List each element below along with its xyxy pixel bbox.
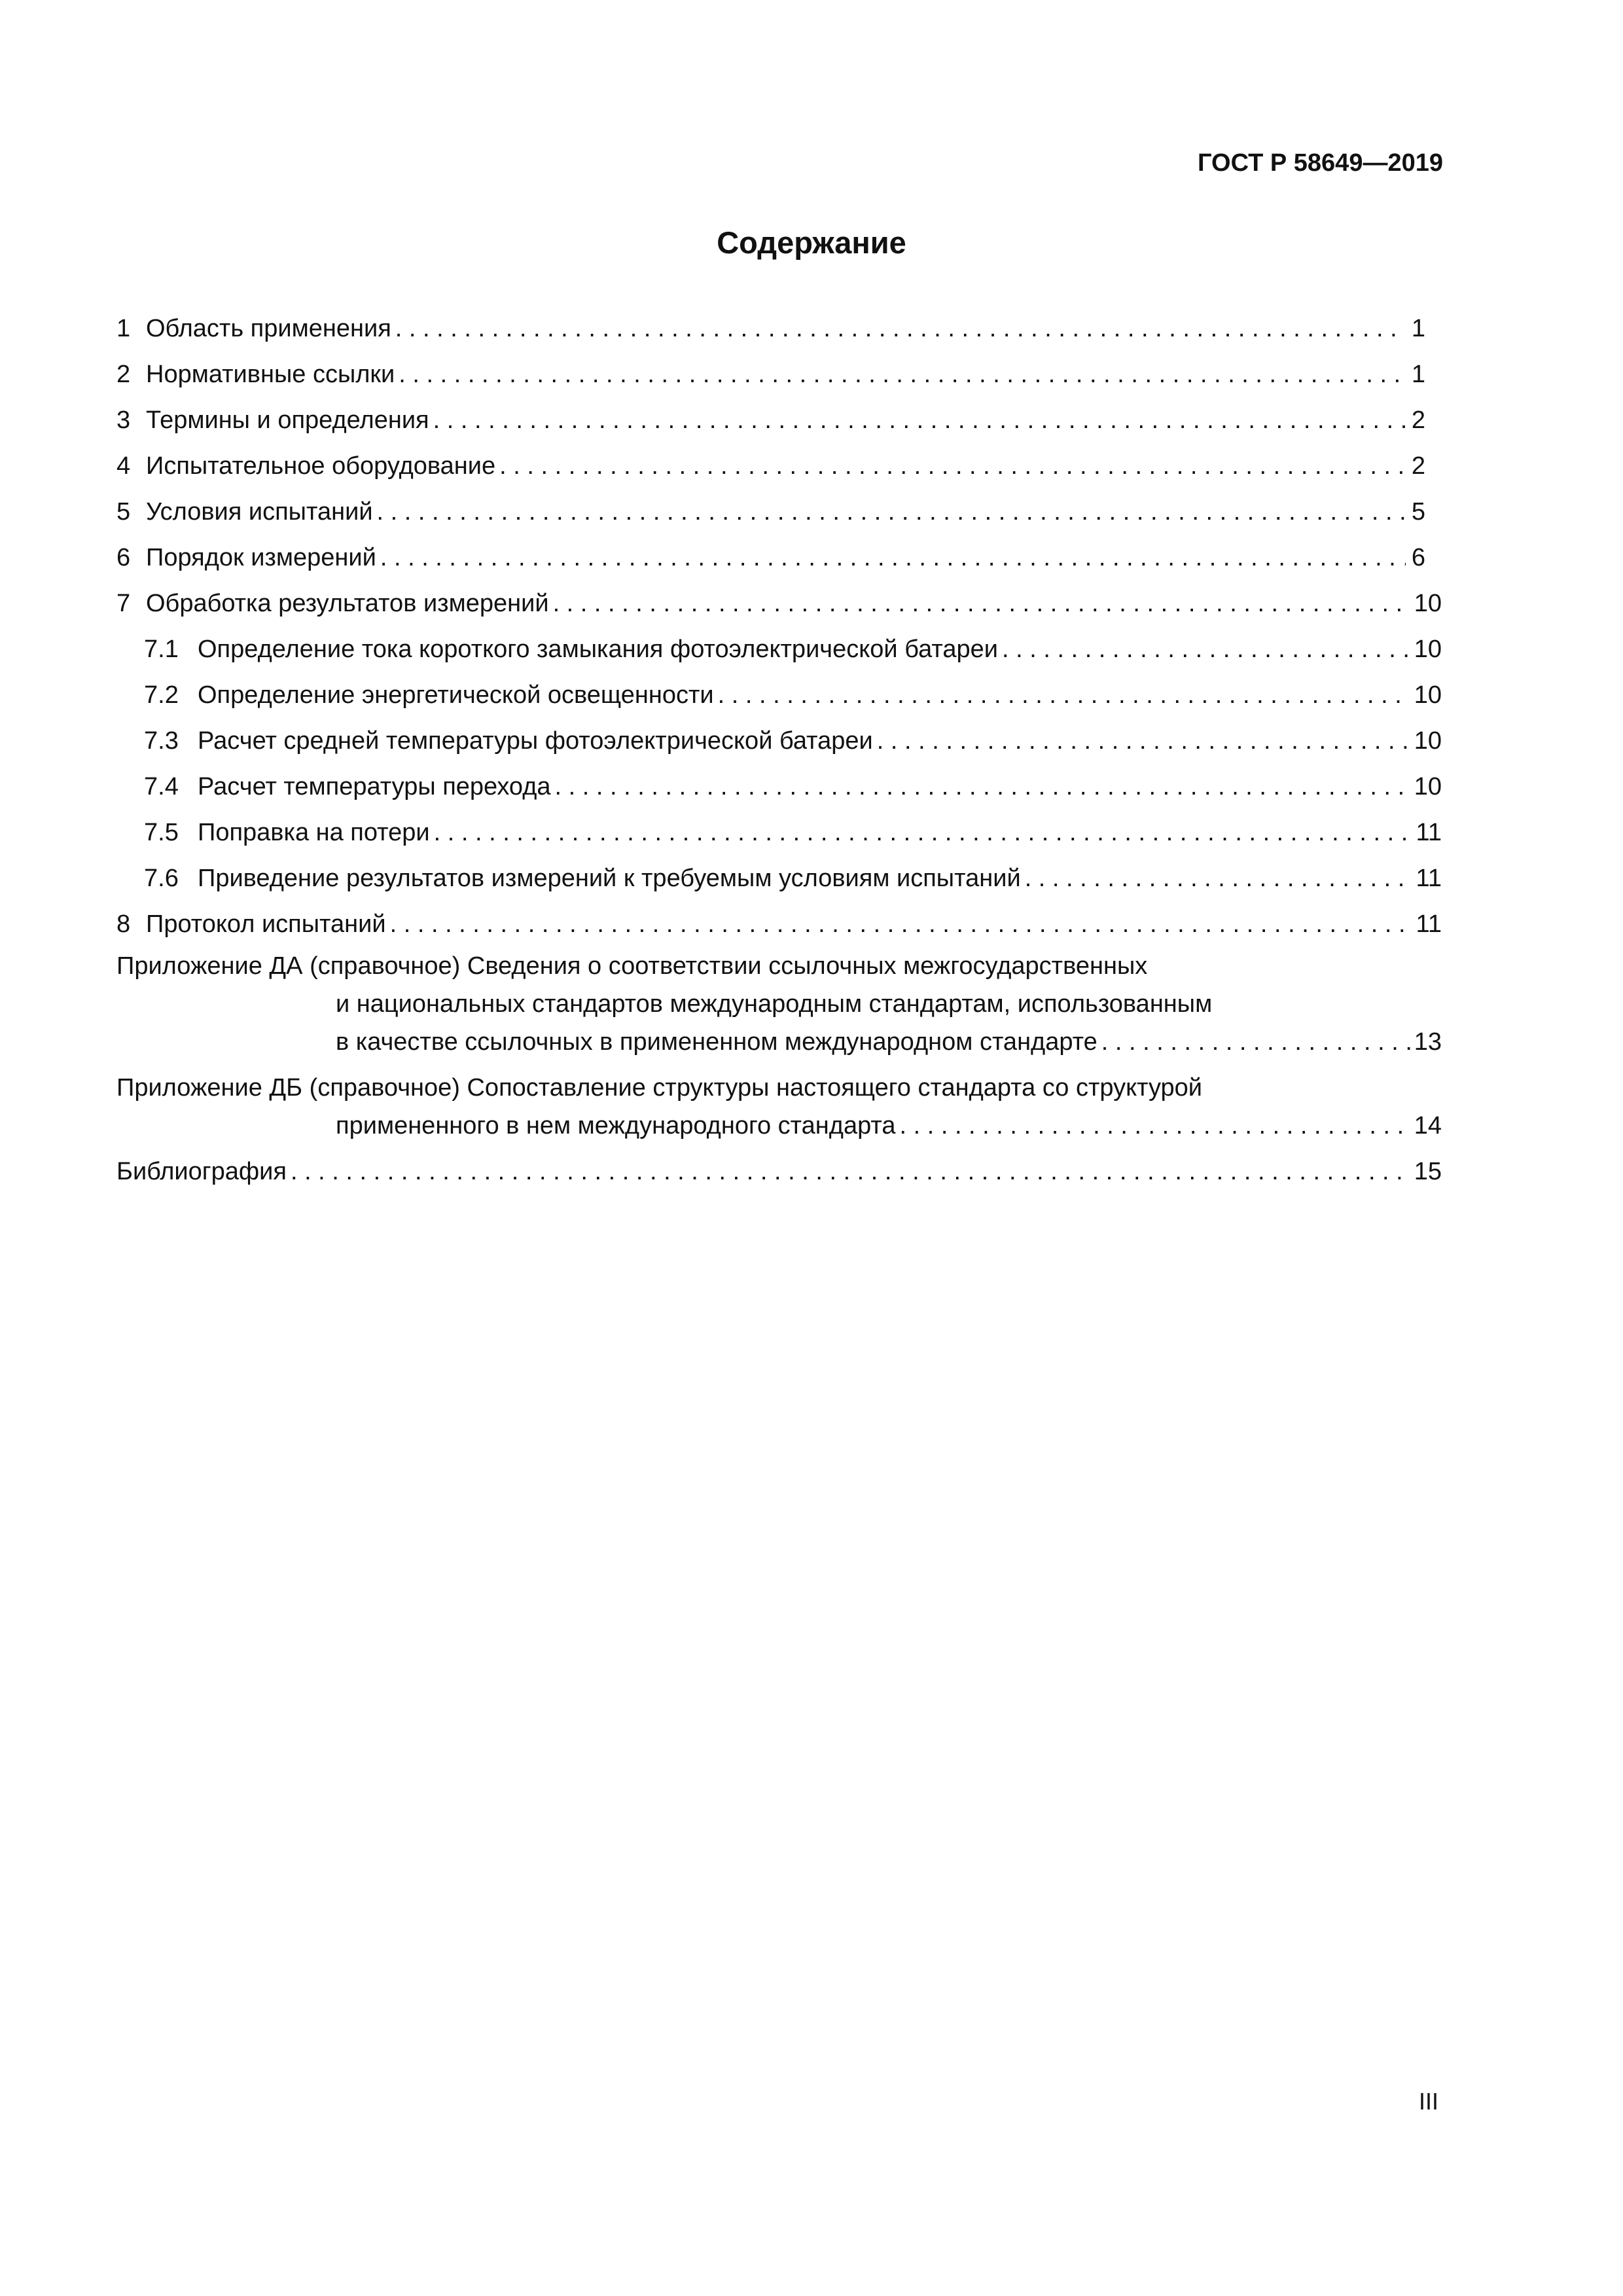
toc-entry-label: Библиография (116, 1158, 287, 1185)
annex-da-line-1: Приложение ДА (справочное) Сведения о соответствии ссылочных межгосударственных (116, 952, 1148, 980)
annex-da-line-2: и национальных стандартов международным стандартам, использованным (336, 990, 1213, 1018)
leader-dots (1025, 855, 1412, 901)
leader-dots (291, 1153, 1410, 1191)
toc-entry-number: 3 (116, 406, 131, 434)
toc-entry-label: Расчет температуры перехода (198, 773, 551, 800)
toc-entry-number: 7.6 (144, 865, 179, 892)
toc-entry-label: Поправка на потери (198, 819, 430, 846)
toc-entry-number: 7 (116, 590, 131, 617)
toc-entry-7-3[interactable] (116, 718, 1442, 764)
toc-entry-7-4[interactable] (116, 764, 1442, 810)
leader-dots (718, 672, 1410, 718)
annex-db-line-1: Приложение ДБ (справочное) Сопоставление структуры настоящего стандарта со структурой (116, 1074, 1203, 1102)
toc-entry-annex-da[interactable] (116, 947, 1442, 1061)
toc-entry-page: 10 (1414, 636, 1442, 663)
toc-entry-annex-db[interactable] (116, 1069, 1442, 1145)
spacer (116, 1061, 1442, 1069)
toc-entry-bibliography[interactable] (116, 1153, 1442, 1191)
toc-entry-label: Область применения (146, 315, 391, 342)
toc-entry-label: Испытательное оборудование (146, 452, 496, 480)
toc-entry-8[interactable] (116, 901, 1442, 947)
toc-entry-7-6[interactable] (116, 855, 1442, 901)
toc-entry-number: 1 (116, 315, 131, 342)
toc-entry-label: Определение тока короткого замыкания фотоэлектрической батареи (198, 636, 998, 663)
toc-entry-4[interactable] (116, 443, 1425, 489)
toc-entry-page: 1 (1411, 361, 1425, 388)
toc-entry-number: 7.3 (144, 727, 179, 755)
leader-dots (1002, 626, 1410, 672)
toc-entry-number: 5 (116, 498, 131, 526)
leader-dots (1101, 1023, 1410, 1061)
toc-entry-page: 14 (1414, 1112, 1442, 1139)
toc-entry-number: 7.1 (144, 636, 179, 663)
toc-entry-page: 10 (1414, 590, 1442, 617)
toc-entry-number: 7.4 (144, 773, 179, 800)
toc-entry-label: Условия испытаний (146, 498, 373, 526)
leader-dots (433, 397, 1406, 443)
toc-entry-page: 2 (1411, 406, 1425, 434)
toc-entry-page: 10 (1414, 727, 1442, 755)
table-of-contents (116, 306, 1442, 1191)
toc-entry-page: 13 (1414, 1028, 1442, 1056)
leader-dots (380, 535, 1406, 581)
toc-entry-page: 10 (1414, 773, 1442, 800)
toc-entry-label: Определение энергетической освещенности (198, 681, 714, 709)
toc-entry-label: Приведение результатов измерений к требуемым условиям испытаний (198, 865, 1021, 892)
toc-entry-number: 6 (116, 544, 131, 571)
toc-entry-2[interactable] (116, 351, 1425, 397)
toc-entry-number: 2 (116, 361, 131, 388)
toc-entry-page: 2 (1411, 452, 1425, 480)
toc-entry-page: 11 (1416, 865, 1442, 892)
leader-dots (399, 351, 1406, 397)
document-code-header: ГОСТ Р 58649—2019 (1198, 149, 1443, 177)
toc-entry-6[interactable] (116, 535, 1425, 581)
toc-entry-page: 15 (1414, 1158, 1442, 1185)
toc-entry-number: 7.2 (144, 681, 179, 709)
toc-entry-page: 11 (1416, 819, 1442, 846)
page-number: III (1418, 2088, 1438, 2115)
toc-entry-page: 11 (1416, 910, 1442, 938)
annex-db-line-2 (116, 1107, 1442, 1145)
toc-entry-7-1[interactable] (116, 626, 1442, 672)
toc-entry-5[interactable] (116, 489, 1425, 535)
toc-entry-7[interactable] (116, 581, 1442, 626)
toc-entry-label: Порядок измерений (146, 544, 376, 571)
annex-da-line-3 (116, 1023, 1442, 1061)
toc-entry-label: Протокол испытаний (146, 910, 386, 938)
toc-entry-number: 7.5 (144, 819, 179, 846)
toc-entry-label: Термины и определения (146, 406, 429, 434)
leader-dots (390, 901, 1412, 947)
toc-entry-page: 5 (1411, 498, 1425, 526)
leader-dots (899, 1107, 1410, 1145)
leader-dots (555, 764, 1410, 810)
toc-entry-3[interactable] (116, 397, 1425, 443)
toc-entry-number: 8 (116, 910, 131, 938)
leader-dots (395, 306, 1406, 351)
toc-entry-label: Нормативные ссылки (146, 361, 395, 388)
toc-entry-label: Обработка результатов измерений (146, 590, 549, 617)
leader-dots (553, 581, 1410, 626)
toc-entry-page: 10 (1414, 681, 1442, 709)
toc-entry-1[interactable] (116, 306, 1425, 351)
leader-dots (434, 810, 1412, 855)
leader-dots (877, 718, 1410, 764)
leader-dots (499, 443, 1406, 489)
toc-entry-label: в качестве ссылочных в примененном международном стандарте (336, 1028, 1097, 1056)
toc-entry-page: 1 (1411, 315, 1425, 342)
toc-entry-label: Расчет средней температуры фотоэлектрической батареи (198, 727, 873, 755)
toc-entry-number: 4 (116, 452, 131, 480)
toc-entry-label: примененного в нем международного стандарта (336, 1112, 896, 1139)
spacer (116, 1145, 1442, 1153)
toc-entry-7-5[interactable] (116, 810, 1442, 855)
page-title: Содержание (717, 225, 906, 260)
leader-dots (377, 489, 1406, 535)
toc-entry-page: 6 (1411, 544, 1425, 571)
toc-entry-7-2[interactable] (116, 672, 1442, 718)
